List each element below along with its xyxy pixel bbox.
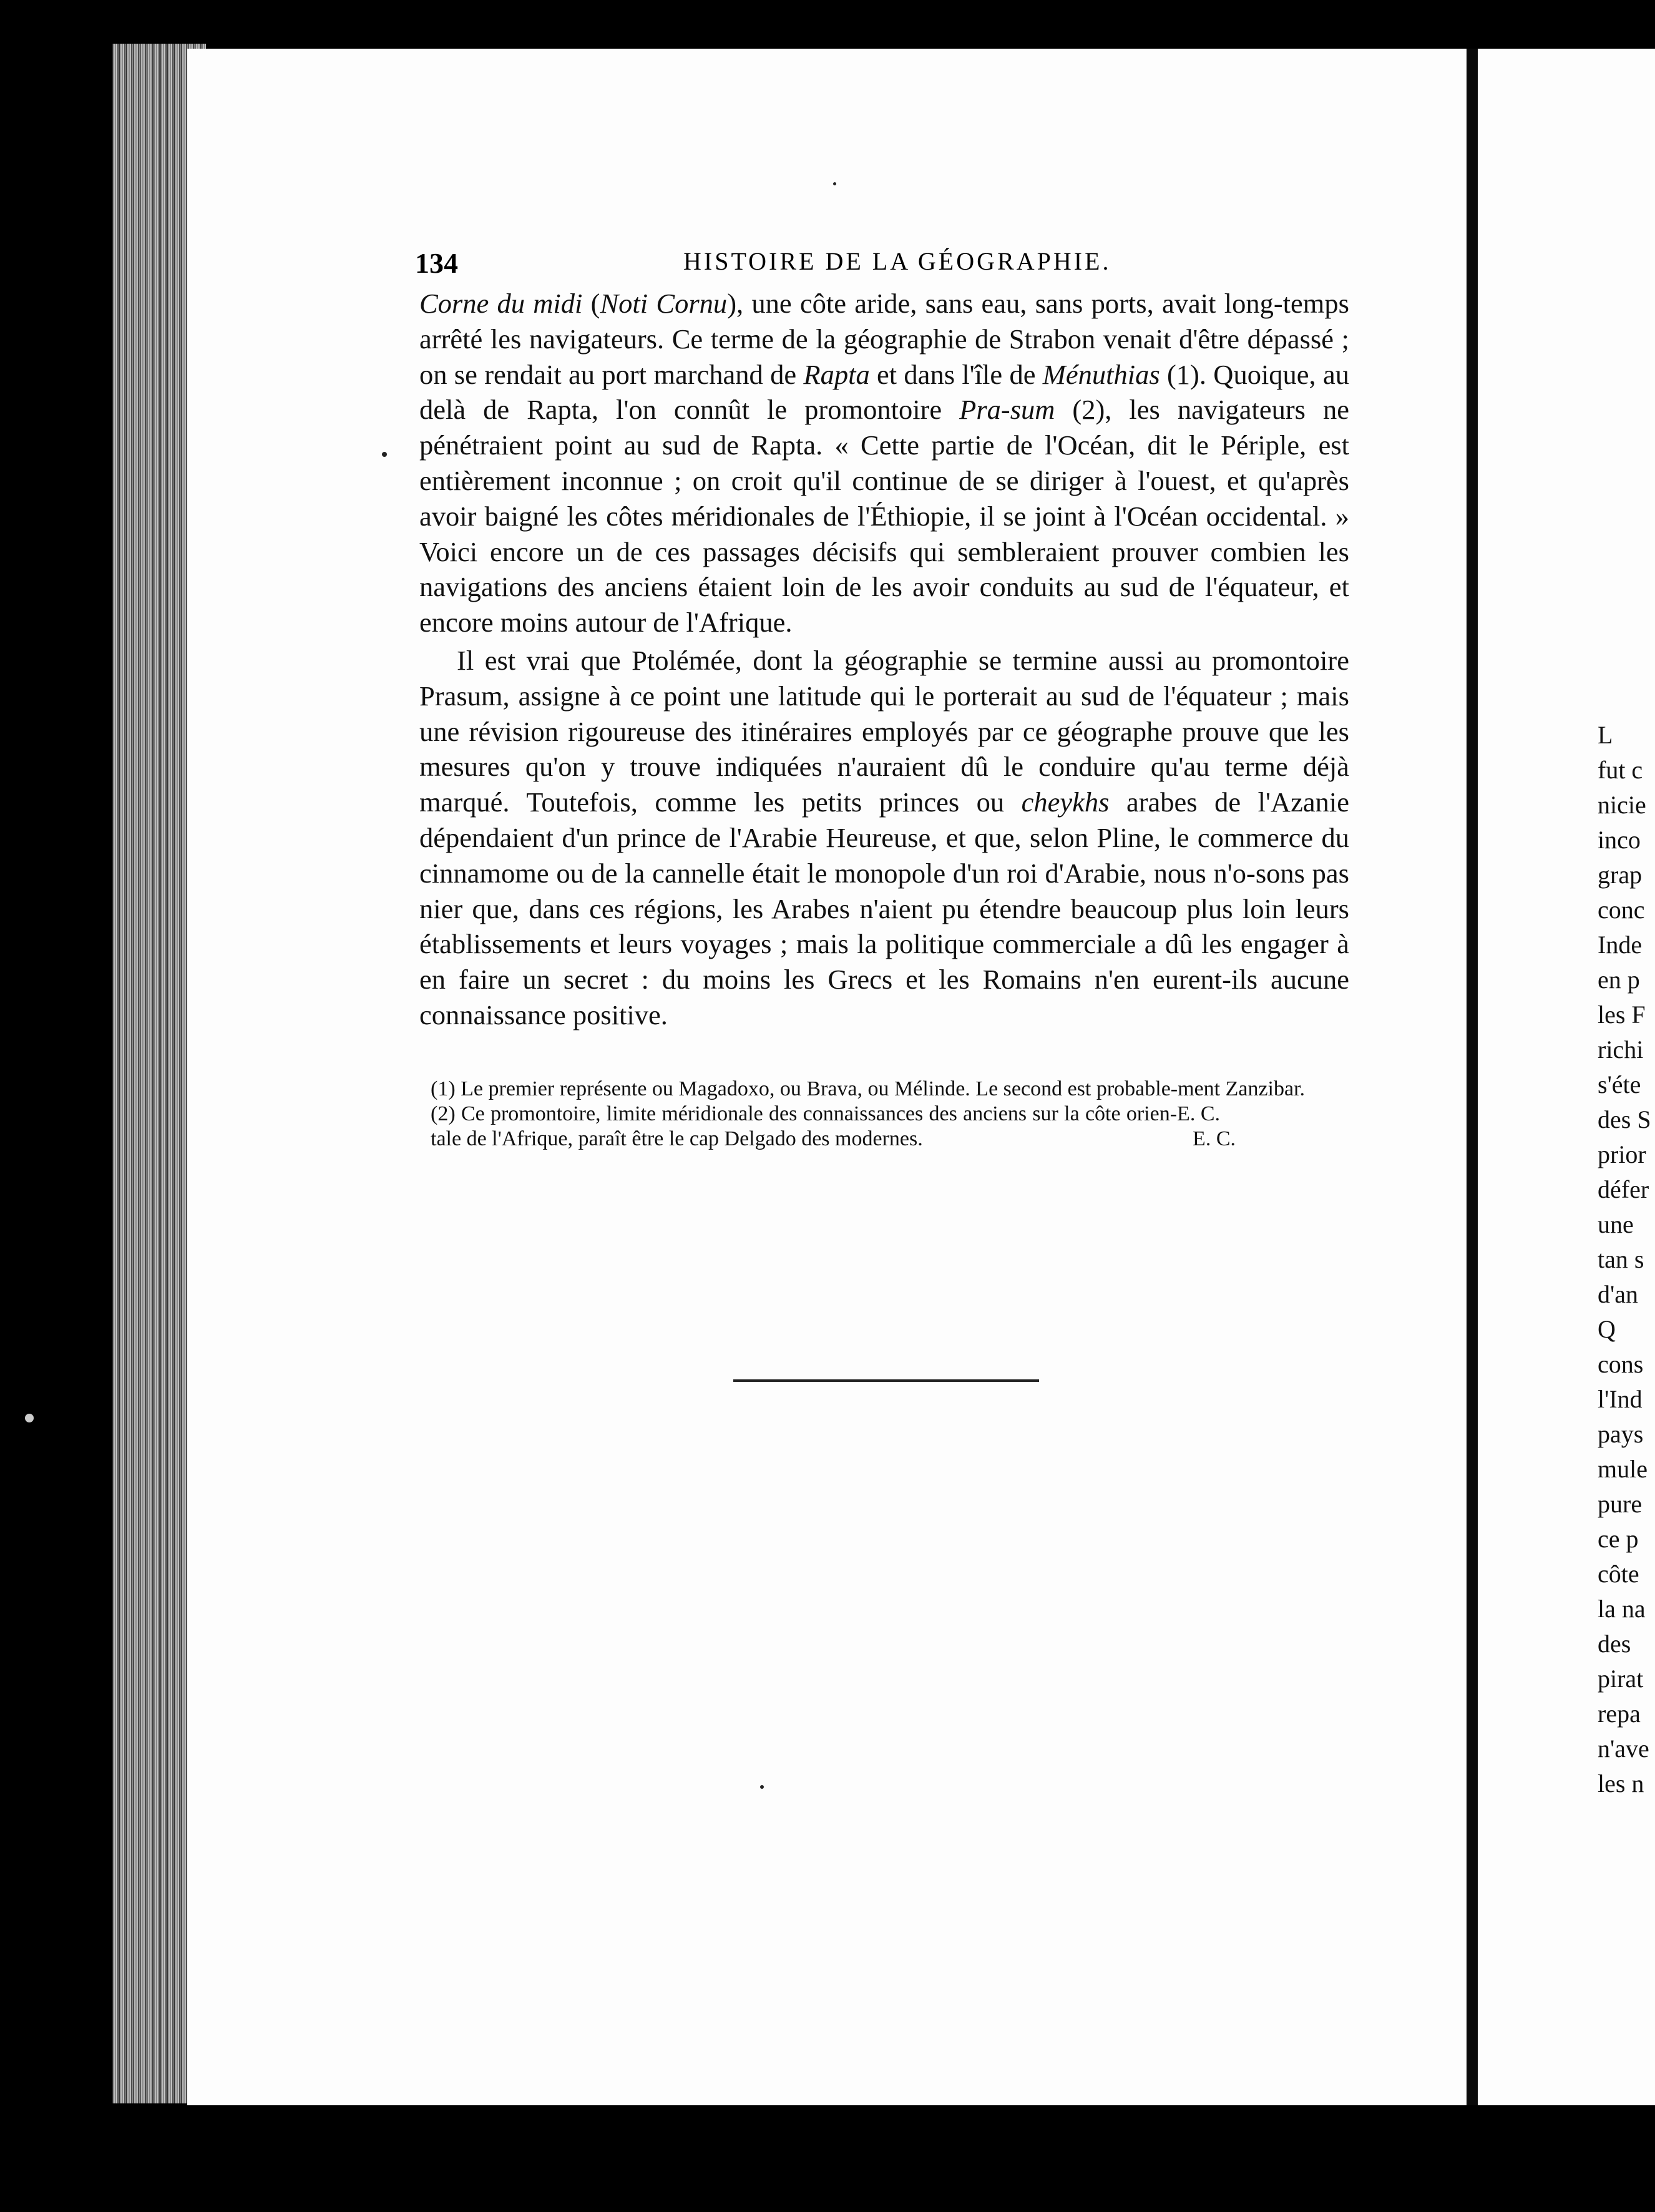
right-page-line: Inde [1598, 931, 1643, 959]
right-page-line: d'an [1598, 1280, 1638, 1308]
right-page-line: inco [1598, 826, 1641, 854]
right-page-line: nicie [1598, 791, 1646, 819]
right-page-line: pays [1598, 1420, 1644, 1448]
text-run: (1). Quoique, au delà de Rapta, l'on connût le promontoire [419, 358, 1349, 426]
book-gutter [1467, 49, 1478, 2105]
right-page-line: Q [1598, 1315, 1616, 1343]
right-page-line: l'Ind [1598, 1385, 1643, 1413]
paragraph-2 [419, 643, 1349, 1033]
italic-term: Noti Cornu [600, 288, 728, 319]
footnote-text: (1) Le premier représente ou Magadoxo, ou Brava, ou Mélinde. Le second est probable-ment Zanzibar. [431, 1077, 1306, 1100]
italic-term: cheykhs [1021, 786, 1110, 818]
right-page-line: fut c [1598, 756, 1643, 784]
text-run: ( [582, 288, 600, 319]
right-page-line: prior [1598, 1140, 1646, 1168]
running-title: HISTOIRE DE LA GÉOGRAPHIE. [683, 247, 1111, 275]
right-page-text [1598, 718, 1655, 1801]
page-number: 134 [415, 247, 458, 279]
right-page-line: des [1598, 1630, 1631, 1658]
body-text [419, 286, 1349, 1033]
right-page-line: la na [1598, 1595, 1646, 1623]
footnotes [431, 1077, 1348, 1152]
right-page-line: les F [1598, 1001, 1646, 1029]
right-page-line: des S [1598, 1105, 1651, 1133]
right-page-line: tan s [1598, 1245, 1644, 1273]
right-page-line: défer [1598, 1175, 1649, 1203]
right-page-line: conc [1598, 896, 1645, 924]
margin-speck [760, 1785, 764, 1789]
section-divider [733, 1379, 1039, 1382]
paragraph-1 [419, 286, 1349, 640]
right-page-line: les n [1598, 1769, 1644, 1798]
text-run: ), une côte aride, sans eau, sans ports, avait long-temps arrêté les navigateurs. Ce terme de la géographie de Strabon venait d'être dépassé ; on se rendait au port marchand de [419, 288, 1349, 390]
footnote-1 [431, 1077, 1348, 1125]
right-page-line: L [1598, 721, 1613, 749]
italic-term: Corne du midi [419, 288, 583, 319]
text-run: (2), les navigateurs ne pénétraient point au sud de Rapta. « Cette partie de l'Océan, dit le Périple, est entièrement inconnue ; on croit qu'il continue de se diriger à l'ouest, et qu'après avoir baigné les côtes méridionales de l'Éthiopie, il se joint à l'Océan occidental. » Voici encore un de ces passages décisifs qui sembleraient prouver combien les navigations des anciens étaient loin de les avoir conduits au sud de l'équateur, et encore moins autour de l'Afrique. [419, 394, 1349, 639]
italic-term: Ménuthias [1042, 358, 1160, 390]
right-page-line: richi [1598, 1035, 1644, 1064]
text-run: et dans l'île de [869, 358, 1043, 390]
right-page-line: s'éte [1598, 1070, 1641, 1099]
right-page-line: repa [1598, 1700, 1641, 1728]
footnote-signature: E. C. [1177, 1102, 1220, 1125]
right-page-line: n'ave [1598, 1735, 1649, 1763]
margin-speck [833, 182, 836, 185]
page-header [415, 247, 1342, 284]
right-page-line: pure [1598, 1490, 1643, 1518]
right-page-line: grap [1598, 861, 1643, 889]
footnote-text: (2) Ce promontoire, limite méridionale des connaissances des anciens sur la côte orien-tale de l'Afrique, paraît être le cap Delgado des modernes. [431, 1102, 1178, 1150]
right-page-line: pirat [1598, 1665, 1644, 1693]
footnote-signature: E. C. [1193, 1127, 1236, 1150]
right-page-line: ce p [1598, 1525, 1639, 1553]
right-page-line: une [1598, 1210, 1634, 1238]
right-page-line: côte [1598, 1560, 1639, 1588]
right-page-line: mule [1598, 1455, 1648, 1483]
text-run: arabes de l'Azanie dépendaient d'un prince de l'Arabie Heureuse, et que, selon Pline, le commerce du cinnamome ou de la cannelle était le monopole d'un roi d'Arabie, nous n'o-sons pas nier que, dans ces régions, les Arabes n'aient pu étendre beaucoup plus loin leurs établissements et leurs voyages ; mais la politique commerciale a dû les engager à en faire un secret : du moins les Grecs et les Romains n'en eurent-ils aucune connaissance positive. [419, 786, 1349, 1030]
margin-speck [25, 1414, 34, 1422]
margin-speck [382, 452, 387, 457]
italic-term: Pra-sum [959, 394, 1055, 426]
italic-term: Rapta [803, 358, 870, 390]
text-run: Il est vrai que Ptolémée, dont la géographie se termine aussi au promontoire Prasum, assigne à ce point une latitude qui le porterait au sud de l'équateur ; mais une révision rigoureuse des itinéraires employés par ce géographe prouve que les mesures qu'on y trouve indiquées n'auraient dû le conduire qu'au terme déjà marqué. Toutefois, comme les petits princes ou [419, 644, 1349, 818]
right-page-line: cons [1598, 1350, 1644, 1378]
right-page-line: en p [1598, 966, 1640, 994]
